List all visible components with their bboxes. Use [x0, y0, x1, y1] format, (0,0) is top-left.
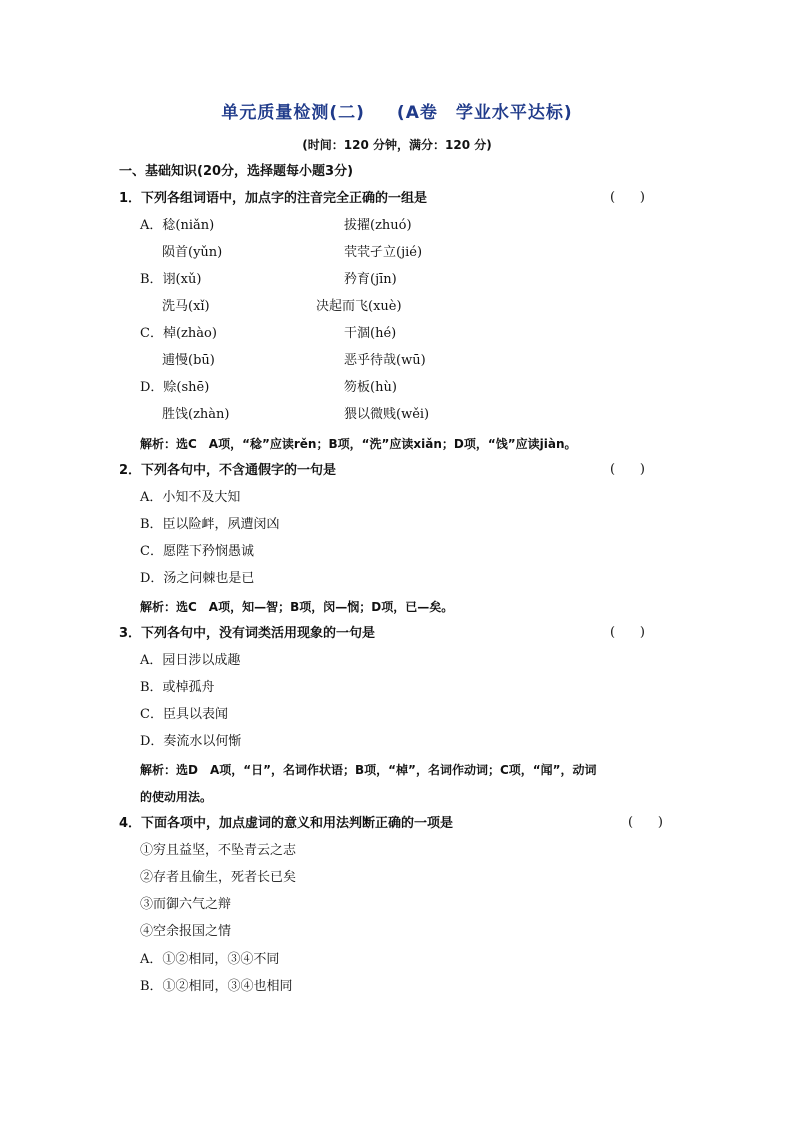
q4-option-b: B．①②相同，③④也相同: [140, 979, 293, 994]
q3-analysis-line-1: 解析：选D A项，“日”，名词作状语；B项，“棹”，名词作动词；C项，“闻”，动词: [140, 763, 597, 777]
q3-option-a: A．园日涉以成趣: [140, 653, 241, 668]
q3-option-c: C．臣具以表闻: [140, 707, 228, 722]
q3-option-d: D．奏流水以何惭: [140, 734, 242, 749]
title-sub: (A卷 学业水平达标): [396, 103, 573, 123]
page-title: [0, 98, 794, 123]
q1-option-d-left-2: 胜饯(zhàn): [162, 407, 230, 422]
q2-option-b: B．臣以险衅，夙遭闵凶: [140, 517, 280, 532]
title-main: 单元质量检测(二): [221, 103, 365, 123]
q2-option-c: C．愿陛下矜悯愚诚: [140, 544, 254, 559]
answer-bracket-2: ( ): [610, 462, 645, 477]
q1-option-b-right-2: 决起而飞(xuè): [316, 299, 402, 314]
answer-bracket-4: ( ): [628, 815, 663, 830]
question-1-stem: 1．下列各组词语中，加点字的注音完全正确的一组是: [119, 191, 428, 206]
question-2-stem: 2．下列各句中，不含通假字的一句是: [119, 463, 337, 478]
q1-option-d-left: D．赊(shē): [140, 380, 210, 395]
q1-option-c-left: C．棹(zhào): [140, 326, 217, 341]
section-heading: 一、基础知识(20分，选择题每小题3分): [119, 164, 354, 179]
q2-analysis: 解析：选C A项，知—智；B项，闵—悯；D项，已—矣。: [140, 600, 454, 614]
q4-item-3: ③而御六气之辩: [140, 897, 232, 912]
q1-option-a-right-2: 茕茕孑立(jié): [344, 245, 423, 260]
q1-option-c-left-2: 逋慢(bū): [162, 353, 215, 368]
q1-option-b-right: 矜育(jīn): [344, 272, 397, 287]
q4-item-4: ④空余报国之情: [140, 924, 232, 939]
q1-option-c-right: 干涸(hé): [344, 326, 397, 341]
q3-option-b: B．或棹孤舟: [140, 680, 215, 695]
q4-item-2: ②存者且偷生，死者长已矣: [140, 870, 297, 885]
q1-option-a-left: A．稔(niǎn): [140, 218, 215, 233]
q1-option-b-left-2: 洗马(xǐ): [162, 299, 210, 314]
q1-option-d-right-2: 猥以微贱(wěi): [344, 407, 430, 422]
q3-analysis-line-2: 的使动用法。: [140, 790, 213, 804]
q1-option-c-right-2: 恶乎待哉(wū): [344, 353, 426, 368]
q1-analysis: 解析：选C A项，“稔”应读rěn；B项，“洗”应读xiǎn；D项，“饯”应读jiàn。: [140, 437, 577, 451]
time-info: (时间：120 分钟，满分：120 分): [302, 138, 492, 152]
question-3-stem: 3．下列各句中，没有词类活用现象的一句是: [119, 626, 376, 641]
answer-bracket-3: ( ): [610, 625, 645, 640]
q1-option-a-right: 拔擢(zhuó): [344, 218, 412, 233]
q1-option-a-left-2: 陨首(yǔn): [162, 245, 223, 260]
q1-option-b-left: B．诩(xǔ): [140, 272, 202, 287]
answer-bracket-1: ( ): [610, 190, 645, 205]
q2-option-d: D．汤之问棘也是已: [140, 571, 255, 586]
question-4-stem: 4．下面各项中，加点虚词的意义和用法判断正确的一项是: [119, 816, 454, 831]
q1-option-d-right: 笏板(hù): [344, 380, 397, 395]
q2-option-a: A．小知不及大知: [140, 490, 241, 505]
q4-option-a: A．①②相同，③④不同: [140, 952, 280, 967]
q4-item-1: ①穷且益坚，不坠青云之志: [140, 843, 297, 858]
